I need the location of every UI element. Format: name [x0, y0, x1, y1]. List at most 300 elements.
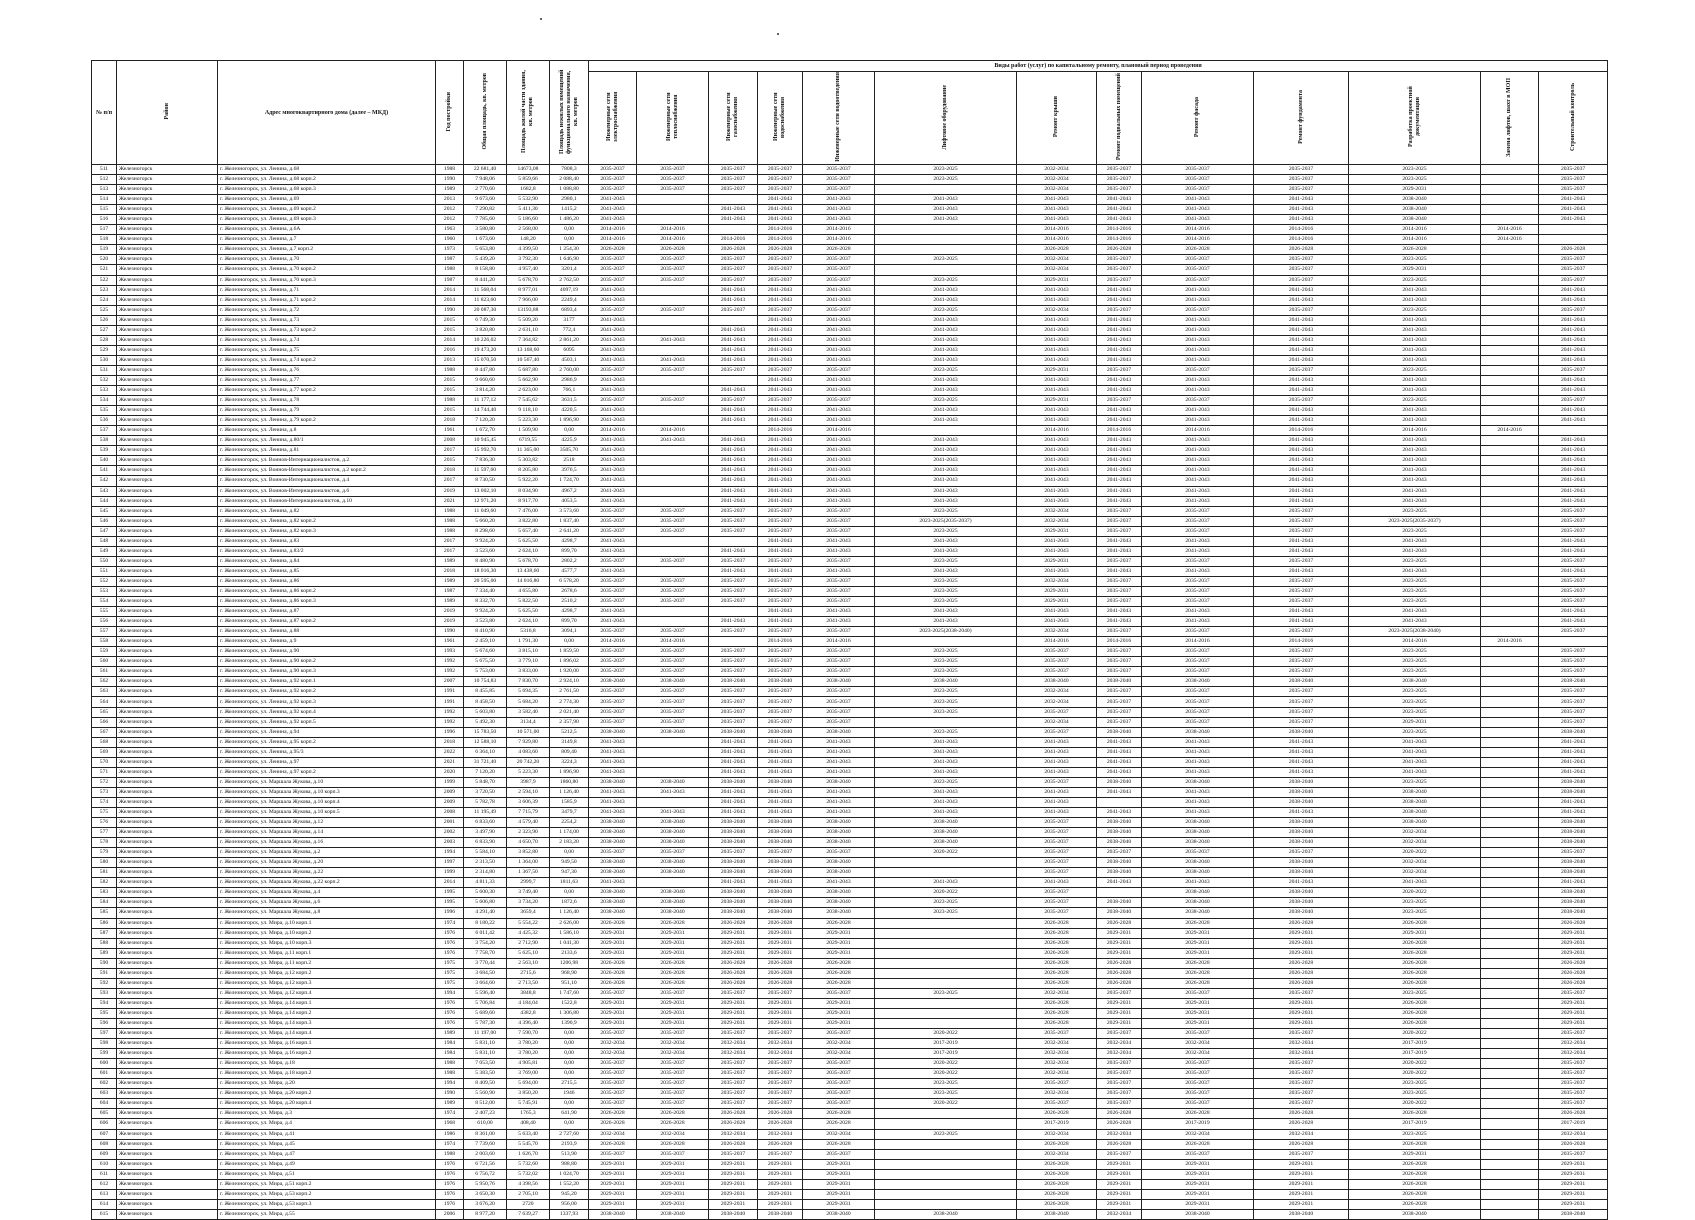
row-work-period: 2041-2043: [1142, 215, 1254, 225]
row-work-period: [637, 486, 709, 496]
row-work-period: 2035-2037: [1254, 1149, 1349, 1159]
row-work-period: 2041-2043: [1097, 335, 1142, 345]
row-year: 2009: [436, 797, 464, 807]
row-num: 537: [92, 426, 117, 436]
row-work-period: 2038-2040: [875, 818, 1017, 828]
row-work-period: 2035-2037: [758, 848, 803, 858]
row-work-period: 2041-2043: [589, 546, 637, 556]
row-work-period: [875, 235, 1017, 245]
row-work-period: 2035-2037: [1097, 185, 1142, 195]
row-area-nonresidential: 2 088,40: [550, 175, 589, 185]
row-area-total: 1 673,60: [464, 235, 507, 245]
row-work-period: 2041-2043: [758, 355, 803, 365]
row-work-period: 2041-2043: [875, 295, 1017, 305]
row-work-period: 2026-2028: [1142, 918, 1254, 928]
row-work-period: 2014-2016: [1017, 235, 1097, 245]
row-work-period: 2029-2031: [803, 1018, 875, 1028]
row-work-period: 2026-2028: [709, 1119, 758, 1129]
row-work-period: 2041-2043: [1097, 466, 1142, 476]
row-work-period: 2029-2031: [1254, 1018, 1349, 1028]
row-year: 1976: [436, 1159, 464, 1169]
row-area-nonresidential: 2 861,20: [550, 335, 589, 345]
row-work-period: 2035-2037: [803, 667, 875, 677]
row-work-period: 2038-2040: [589, 828, 637, 838]
row-num: 596: [92, 1018, 117, 1028]
row-year: 1973: [436, 245, 464, 255]
row-num: 563: [92, 687, 117, 697]
row-work-period: 2017-2019: [1349, 1049, 1481, 1059]
row-work-period: 2038-2040: [758, 898, 803, 908]
row-work-period: 2029-2031: [709, 938, 758, 948]
row-work-period: 2035-2037: [589, 1029, 637, 1039]
row-address: г. Железногорск, ул. Ленина, д.82 корп.2: [218, 516, 436, 526]
row-work-period: 2041-2043: [709, 486, 758, 496]
row-area-living: 3 792,30: [507, 255, 550, 265]
row-year: 1995: [436, 898, 464, 908]
row-work-period: [1481, 1109, 1539, 1119]
row-num: 552: [92, 576, 117, 586]
table-row: [92, 767, 1608, 777]
capital-repair-table-sheet: [91, 60, 1607, 1220]
row-work-period: 2035-2037: [1097, 265, 1142, 275]
row-year: 2009: [436, 787, 464, 797]
row-work-period: 2041-2043: [1539, 285, 1608, 295]
row-area-living: 5 625,50: [507, 607, 550, 617]
row-work-period: 2035-2037: [637, 647, 709, 657]
row-work-period: 2014-2016: [1097, 637, 1142, 647]
row-work-period: 2035-2037: [758, 697, 803, 707]
row-work-period: [1481, 586, 1539, 596]
row-area-nonresidential: 899,70: [550, 546, 589, 556]
row-work-period: 2041-2043: [1097, 456, 1142, 466]
row-work-period: 2041-2043: [803, 767, 875, 777]
row-address: г. Железногорск, ул. Мира, д.16 корп.1: [218, 1039, 436, 1049]
row-work-period: 2029-2031: [1539, 1199, 1608, 1209]
row-work-period: 2032-2034: [709, 1049, 758, 1059]
row-address: г. Железногорск, ул. Мира, д.47: [218, 1149, 436, 1159]
row-address: г. Железногорск, ул. Ленина, д.85: [218, 566, 436, 576]
table-row: [92, 586, 1608, 596]
row-work-period: 2035-2037: [758, 687, 803, 697]
row-work-period: [1481, 215, 1539, 225]
row-area-living: 4 425,32: [507, 928, 550, 938]
row-work-period: [709, 315, 758, 325]
row-work-period: 2041-2043: [589, 446, 637, 456]
row-work-period: 2041-2043: [709, 386, 758, 396]
row-num: 613: [92, 1189, 117, 1199]
row-work-period: 2029-2031: [589, 1169, 637, 1179]
row-work-period: [1481, 1199, 1539, 1209]
row-work-period: 2041-2043: [1017, 325, 1097, 335]
row-work-period: 2035-2037: [709, 165, 758, 175]
row-work-period: 2035-2037: [758, 1149, 803, 1159]
row-work-period: 2032-2034: [1142, 1129, 1254, 1139]
row-work-period: 2041-2043: [1017, 355, 1097, 365]
row-work-period: 2038-2040: [803, 677, 875, 687]
row-area-total: 10 226,02: [464, 335, 507, 345]
row-work-period: 2023-2025: [875, 165, 1017, 175]
row-work-period: 2032-2034: [1017, 1089, 1097, 1099]
row-num: 570: [92, 757, 117, 767]
row-work-period: 2038-2040: [589, 777, 637, 787]
row-work-period: 2041-2043: [803, 476, 875, 486]
row-work-period: 2035-2037: [1142, 1079, 1254, 1089]
row-work-period: [1481, 657, 1539, 667]
row-work-period: 2029-2031: [709, 928, 758, 938]
row-work-period: 2038-2040: [589, 677, 637, 687]
row-work-period: 2035-2037: [637, 576, 709, 586]
row-area-nonresidential: 1 747,60: [550, 988, 589, 998]
row-area-total: 7 836,30: [464, 456, 507, 466]
row-work-period: [875, 717, 1017, 727]
row-work-period: 2035-2037: [1539, 275, 1608, 285]
row-work-period: 2026-2028: [1017, 998, 1097, 1008]
row-area-total: 8 180,22: [464, 918, 507, 928]
row-work-period: [1481, 1059, 1539, 1069]
row-area-total: 9 673,60: [464, 195, 507, 205]
row-work-period: 2041-2043: [1142, 476, 1254, 486]
row-num: 597: [92, 1029, 117, 1039]
row-work-period: [1481, 808, 1539, 818]
row-year: 1976: [436, 1169, 464, 1179]
row-work-period: 2035-2037: [637, 687, 709, 697]
row-work-period: 2035-2037: [1254, 697, 1349, 707]
row-work-period: 2035-2037: [1097, 526, 1142, 536]
row-year: 2015: [436, 375, 464, 385]
row-year: 2013: [436, 355, 464, 365]
row-work-period: [875, 265, 1017, 275]
row-work-period: 2041-2043: [1349, 546, 1481, 556]
row-district: Железногорск: [117, 325, 218, 335]
row-work-period: 2032-2034: [758, 1049, 803, 1059]
row-district: Железногорск: [117, 245, 218, 255]
row-work-period: [1481, 516, 1539, 526]
row-work-period: 2041-2043: [1539, 195, 1608, 205]
row-year: 2008: [436, 436, 464, 446]
row-work-period: 2032-2034: [1017, 627, 1097, 637]
row-area-living: 3987,9: [507, 777, 550, 787]
row-work-period: 2035-2037: [1097, 275, 1142, 285]
row-work-period: [875, 858, 1017, 868]
row-num: 578: [92, 838, 117, 848]
table-row: [92, 968, 1608, 978]
row-work-period: 2041-2043: [758, 737, 803, 747]
row-work-period: 2038-2040: [1142, 858, 1254, 868]
row-work-period: 2029-2031: [758, 938, 803, 948]
row-work-period: 2029-2031: [1254, 948, 1349, 958]
row-work-period: [1481, 667, 1539, 677]
row-num: 543: [92, 486, 117, 496]
row-work-period: 2041-2043: [1254, 757, 1349, 767]
row-work-period: 2023-2025: [1349, 396, 1481, 406]
row-area-nonresidential: 2 774,30: [550, 697, 589, 707]
row-area-living: 408,40: [507, 1119, 550, 1129]
row-work-period: 2026-2028: [709, 958, 758, 968]
row-work-period: 2038-2040: [803, 838, 875, 848]
row-work-period: 2041-2043: [1142, 486, 1254, 496]
row-area-living: 14673,08: [507, 165, 550, 175]
row-work-period: 2041-2043: [709, 416, 758, 426]
row-area-total: 8 447,80: [464, 365, 507, 375]
row-work-period: 2023-2025: [875, 777, 1017, 787]
row-area-living: 5 625,50: [507, 536, 550, 546]
row-area-nonresidential: 1 724,70: [550, 476, 589, 486]
row-work-period: 2023-2025: [875, 727, 1017, 737]
row-area-total: 5 848,70: [464, 777, 507, 787]
row-area-living: 3 780,20: [507, 1049, 550, 1059]
row-address: г. Железногорск, ул. Ленина, д.6А: [218, 225, 436, 235]
row-work-period: 2035-2037: [1017, 727, 1097, 737]
table-row: [92, 1029, 1608, 1039]
row-year: 1988: [436, 516, 464, 526]
row-work-period: 2026-2028: [1349, 968, 1481, 978]
row-area-nonresidential: 2254,2: [550, 818, 589, 828]
row-work-period: 2029-2031: [1254, 1169, 1349, 1179]
row-year: 1989: [436, 576, 464, 586]
row-area-total: 5 492,30: [464, 717, 507, 727]
row-area-total: 5 603,80: [464, 707, 507, 717]
row-work-period: 2038-2040: [589, 888, 637, 898]
row-work-period: 2035-2037: [1097, 657, 1142, 667]
row-area-nonresidential: 1811,63: [550, 878, 589, 888]
row-address: г. Железногорск, ул. Ленина, д.86: [218, 576, 436, 586]
row-work-period: 2026-2028: [637, 918, 709, 928]
header-works-group: Виды работ (услуг) по капитальному ремонту, плановый период проведения: [589, 61, 1608, 72]
row-work-period: 2041-2043: [1254, 808, 1349, 818]
row-area-nonresidential: 947,30: [550, 868, 589, 878]
row-work-period: 2035-2037: [1254, 516, 1349, 526]
row-work-period: [1481, 878, 1539, 888]
row-work-period: 2035-2037: [1254, 556, 1349, 566]
row-work-period: 2041-2043: [1254, 747, 1349, 757]
table-row: [92, 436, 1608, 446]
row-address: г. Железногорск, ул. Мира, д.10 корп.3: [218, 938, 436, 948]
row-work-period: 2014-2016: [1097, 225, 1142, 235]
row-num: 553: [92, 586, 117, 596]
row-work-period: 2041-2043: [1349, 325, 1481, 335]
row-area-living: 3134,4: [507, 717, 550, 727]
row-work-period: 2041-2043: [1142, 808, 1254, 818]
row-work-period: 2041-2043: [1349, 486, 1481, 496]
row-work-period: [637, 757, 709, 767]
row-address: г. Железногорск, ул. Маршала Жукова, д.14: [218, 828, 436, 838]
row-work-period: 2038-2040: [1254, 797, 1349, 807]
row-year: 1994: [436, 1079, 464, 1089]
row-work-period: 2038-2040: [758, 888, 803, 898]
row-work-period: 2041-2043: [637, 436, 709, 446]
capital-repair-table: [91, 60, 1608, 1220]
row-work-period: 2035-2037: [709, 627, 758, 637]
row-district: Железногорск: [117, 1189, 218, 1199]
row-work-period: [1481, 1049, 1539, 1059]
row-work-period: 2026-2028: [709, 1139, 758, 1149]
row-work-period: 2038-2040: [589, 898, 637, 908]
row-work-period: [1481, 536, 1539, 546]
row-area-nonresidential: 1 126,40: [550, 908, 589, 918]
row-address: г. Железногорск, ул. Ленина, д.92 корп.1: [218, 677, 436, 687]
row-address: г. Железногорск, ул. Ленина, д.97: [218, 757, 436, 767]
row-address: г. Железногорск, ул. Ленина, д.92 корп.3: [218, 697, 436, 707]
row-work-period: 2023-2025: [875, 1129, 1017, 1139]
row-work-period: 2026-2028: [709, 968, 758, 978]
row-work-period: 2035-2037: [803, 516, 875, 526]
row-area-living: 7 639,27: [507, 1209, 550, 1219]
row-year: 1993: [436, 647, 464, 657]
row-work-period: 2029-2031: [637, 1179, 709, 1189]
row-work-period: 2041-2043: [1142, 536, 1254, 546]
row-work-period: 2038-2040: [803, 858, 875, 868]
row-area-nonresidential: 7808,3: [550, 165, 589, 175]
table-row: [92, 365, 1608, 375]
row-work-period: 2023-2025(2038-2040): [875, 627, 1017, 637]
row-work-period: [1481, 1119, 1539, 1129]
row-year: 1961: [436, 426, 464, 436]
row-num: 512: [92, 175, 117, 185]
row-work-period: 2035-2037: [589, 526, 637, 536]
row-work-period: 2020-2022: [1349, 1099, 1481, 1109]
row-work-period: 2032-2034: [1142, 1049, 1254, 1059]
row-work-period: 2041-2043: [1539, 325, 1608, 335]
row-district: Железногорск: [117, 496, 218, 506]
row-work-period: 2029-2031: [637, 1018, 709, 1028]
row-address: г. Железногорск, ул. Ленина, д.74 корп.2: [218, 355, 436, 365]
row-work-period: 2038-2040: [637, 908, 709, 918]
row-area-nonresidential: 2 641,20: [550, 526, 589, 536]
table-row: [92, 466, 1608, 476]
row-num: 614: [92, 1199, 117, 1209]
table-row: [92, 516, 1608, 526]
row-work-period: 2038-2040: [637, 818, 709, 828]
table-row: [92, 958, 1608, 968]
row-work-period: 2035-2037: [709, 647, 758, 657]
row-work-period: [637, 546, 709, 556]
row-work-period: 2035-2037: [1539, 165, 1608, 175]
row-work-period: [1481, 1139, 1539, 1149]
row-work-period: [637, 466, 709, 476]
row-work-period: 2023-2025: [1349, 165, 1481, 175]
row-work-period: 2041-2043: [1254, 566, 1349, 576]
row-work-period: 2038-2040: [709, 908, 758, 918]
row-work-period: 2041-2043: [803, 878, 875, 888]
row-work-period: 2017-2019: [1017, 1119, 1097, 1129]
row-work-period: 2029-2031: [1097, 928, 1142, 938]
row-address: г. Железногорск, ул. Мира, д.10 корп.2: [218, 928, 436, 938]
row-work-period: [1481, 275, 1539, 285]
row-num: 548: [92, 536, 117, 546]
row-work-period: [1481, 355, 1539, 365]
row-year: 2015: [436, 315, 464, 325]
row-work-period: 2035-2037: [709, 1059, 758, 1069]
row-district: Железногорск: [117, 938, 218, 948]
row-work-period: 2035-2037: [637, 255, 709, 265]
row-work-period: 2041-2043: [1097, 345, 1142, 355]
row-work-period: 2035-2037: [709, 1069, 758, 1079]
row-work-period: [1481, 185, 1539, 195]
row-area-nonresidential: 641,90: [550, 1109, 589, 1119]
row-work-period: 2038-2040: [709, 777, 758, 787]
row-work-period: 2029-2031: [1097, 1199, 1142, 1209]
row-district: Железногорск: [117, 576, 218, 586]
row-work-period: 2026-2028: [1254, 958, 1349, 968]
row-work-period: 2038-2040: [1254, 818, 1349, 828]
row-work-period: 2029-2031: [637, 1189, 709, 1199]
row-work-period: 2035-2037: [589, 657, 637, 667]
row-work-period: 2014-2016: [1481, 426, 1539, 436]
row-district: Железногорск: [117, 215, 218, 225]
row-work-period: 2029-2031: [1349, 928, 1481, 938]
row-work-period: 2035-2037: [1142, 255, 1254, 265]
row-district: Железногорск: [117, 767, 218, 777]
row-area-total: 8 441,20: [464, 275, 507, 285]
row-year: 2014: [436, 878, 464, 888]
row-work-period: 2041-2043: [1254, 466, 1349, 476]
row-work-period: 2035-2037: [589, 275, 637, 285]
row-work-period: [875, 928, 1017, 938]
row-work-period: [1481, 1039, 1539, 1049]
row-work-period: 2023-2025: [1349, 898, 1481, 908]
row-year: 1989: [436, 185, 464, 195]
row-year: 2014: [436, 285, 464, 295]
row-work-period: 2026-2028: [1254, 918, 1349, 928]
row-area-total: 20 087,30: [464, 305, 507, 315]
row-work-period: 2026-2028: [637, 978, 709, 988]
row-work-period: 2026-2028: [589, 958, 637, 968]
header-work-type: Инженерные сети теплоснабжения: [637, 72, 709, 165]
row-work-period: 2035-2037: [589, 396, 637, 406]
row-work-period: [637, 416, 709, 426]
row-num: 516: [92, 215, 117, 225]
table-row: [92, 175, 1608, 185]
row-work-period: [1481, 627, 1539, 637]
row-area-total: 5 675,50: [464, 657, 507, 667]
row-district: Железногорск: [117, 295, 218, 305]
row-area-total: 5 782,78: [464, 797, 507, 807]
row-year: 1990: [436, 305, 464, 315]
row-work-period: 2035-2037: [758, 506, 803, 516]
row-work-period: 2023-2025: [1349, 1079, 1481, 1089]
row-work-period: 2029-2031: [1017, 275, 1097, 285]
scan-speck: [540, 18, 542, 20]
row-work-period: 2029-2031: [1142, 1159, 1254, 1169]
row-work-period: 2020-2022: [875, 1069, 1017, 1079]
row-work-period: 2032-2034: [1539, 1039, 1608, 1049]
header-work-type: Инженерные сети водоснабжения: [758, 72, 803, 165]
row-work-period: 2038-2040: [709, 858, 758, 868]
row-area-total: 15 070,50: [464, 355, 507, 365]
row-year: 1968: [436, 1119, 464, 1129]
row-work-period: 2023-2025: [1349, 506, 1481, 516]
row-num: 586: [92, 918, 117, 928]
row-work-period: 2035-2037: [1097, 627, 1142, 637]
row-area-living: 3 822,80: [507, 516, 550, 526]
row-work-period: 2029-2031: [589, 1199, 637, 1209]
row-work-period: 2041-2043: [1254, 607, 1349, 617]
header-area-living: Площадь жилой части здания, кв. метров: [507, 61, 550, 165]
row-work-period: [1481, 1169, 1539, 1179]
table-row: [92, 205, 1608, 215]
row-area-total: 7 290,82: [464, 205, 507, 215]
row-work-period: 2014-2016: [637, 426, 709, 436]
row-num: 557: [92, 627, 117, 637]
row-work-period: 2041-2043: [1142, 747, 1254, 757]
row-area-nonresidential: 1415,2: [550, 205, 589, 215]
row-work-period: 2035-2037: [1254, 365, 1349, 375]
row-area-living: 2 623,00: [507, 386, 550, 396]
row-work-period: [1481, 245, 1539, 255]
table-row: [92, 245, 1608, 255]
row-work-period: 2014-2016: [1349, 637, 1481, 647]
row-area-nonresidential: 4298,7: [550, 607, 589, 617]
